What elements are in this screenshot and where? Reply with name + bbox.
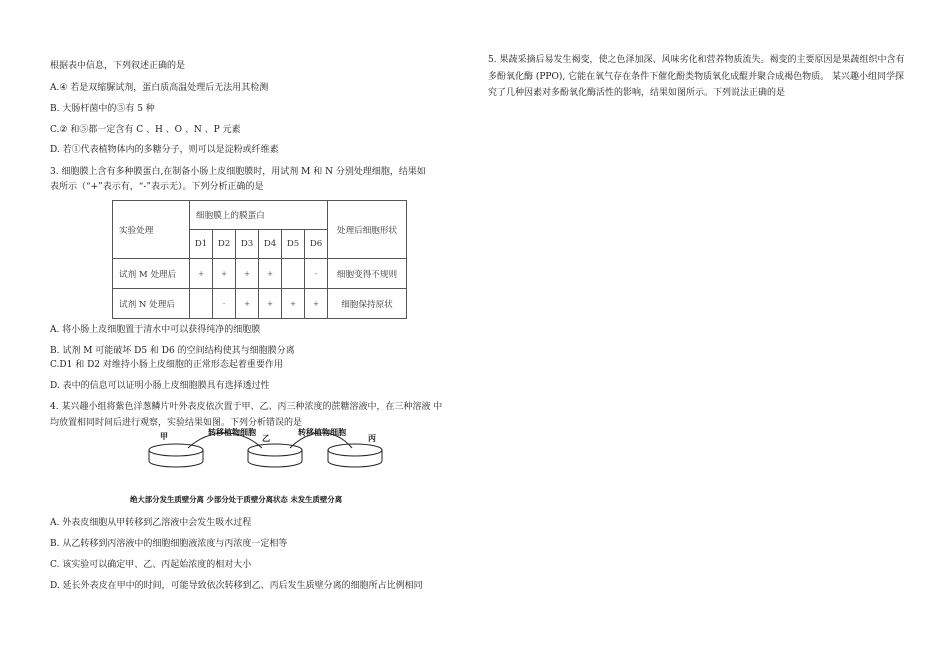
label-bing: 丙 <box>368 434 376 443</box>
label-yi: 乙 <box>262 434 270 443</box>
q4-option-a: A. 外表皮细胞从甲转移到乙溶液中会发生吸水过程 <box>50 518 252 528</box>
protein-mark: - <box>213 289 236 319</box>
protein-mark: + <box>282 289 305 319</box>
protein-mark: + <box>259 259 282 289</box>
row-label: 试剂 M 处理后 <box>113 259 190 289</box>
protein-mark: + <box>213 259 236 289</box>
table-row <box>113 259 407 289</box>
row-shape: 细胞保持原状 <box>328 289 407 319</box>
q2-stem-line: 根据表中信息，下列叙述正确的是 <box>50 61 186 71</box>
table-row <box>113 289 407 319</box>
protein-mark <box>282 259 305 289</box>
q3-option-b: B. 试剂 M 可能破坏 D5 和 D6 的空间结构使其与细胞膜分离 <box>50 346 295 356</box>
q5-stem: 5. 果蔬采摘后易发生褐变，使之色泽加深、风味劣化和营养物质流失。褐变的主要原因是果蔬组织中含有多酚氧化酶 (PPO), 它能在氧气存在条件下催化酚类物质氧化成醌并聚合成褐色物质。 某兴趣小组同学探究了几种因素对多酚氧化酶活性的影响，结果如图所示。下列说法正确的是 <box>488 55 905 98</box>
protein-mark <box>190 289 213 319</box>
q3-stem-line-2: 表所示（“+”表示有，“-”表示无）。下列分析正确的是 <box>50 182 264 192</box>
table-header-proteins: 细胞膜上的膜蛋白 <box>190 201 328 230</box>
q4-stem-line-2: 均放置相同时间后进行观察，实验结果如图。下列分析错误的是 <box>50 418 303 428</box>
protein-mark: + <box>259 289 282 319</box>
protein-header: D4 <box>259 230 282 259</box>
q2-option-b: B. 大肠杆菌中的⑤有 5 种 <box>50 104 155 114</box>
protein-mark: + <box>236 259 259 289</box>
protein-header: D3 <box>236 230 259 259</box>
right-column <box>488 52 906 102</box>
figure-caption: 绝大部分发生质壁分离 少部分处于质壁分离状态 未发生质壁分离 <box>130 495 343 504</box>
q4-option-b: B. 从乙转移到丙溶液中的细胞细胞液浓度与丙浓度一定相等 <box>50 539 288 549</box>
protein-header: D6 <box>305 230 328 259</box>
protein-header: D1 <box>190 230 213 259</box>
row-shape: 细胞变得不规则 <box>328 259 407 289</box>
label-transfer-2: 转移植物细胞 <box>298 428 346 437</box>
table-header-shape: 处理后细胞形状 <box>328 201 407 259</box>
q2-option-d: D. 若①代表植物体内的多糖分子，则可以是淀粉或纤维素 <box>50 145 279 155</box>
q4-option-c: C. 该实验可以确定甲、乙、丙起始浓度的相对大小 <box>50 560 252 570</box>
protein-header: D2 <box>213 230 236 259</box>
protein-mark: + <box>305 289 328 319</box>
q4-stem-line-1: 4. 某兴趣小组将紫色洋葱鳞片叶外表皮依次置于甲、乙、丙三种浓度的蔗糖溶液中，在三种溶液 中 <box>50 402 443 412</box>
protein-header: D5 <box>282 230 305 259</box>
q2-option-a: A.④ 若是双缩脲试剂，蛋白质高温处理后无法用其检测 <box>50 83 269 93</box>
protein-mark: + <box>190 259 213 289</box>
plasmolysis-figure <box>130 430 400 510</box>
q4-option-d: D. 延长外表皮在甲中的时间，可能导致依次转移到乙、丙后发生质壁分离的细胞所占比例相同 <box>50 581 423 591</box>
table-header-treatment: 实验处理 <box>113 201 190 259</box>
q3-option-c: C.D1 和 D2 对维持小肠上皮细胞的正常形态起着重要作用 <box>50 360 283 370</box>
label-transfer-1: 转移植物细胞 <box>208 428 256 437</box>
row-label: 试剂 N 处理后 <box>113 289 190 319</box>
q3-option-d: D. 表中的信息可以证明小肠上皮细胞膜具有选择透过性 <box>50 381 270 391</box>
protein-mark: + <box>236 289 259 319</box>
q2-option-c: C.② 和⑤都一定含有 C 、H 、O 、N 、P 元素 <box>50 125 241 135</box>
q3-stem-line-1: 3. 细胞膜上含有多种膜蛋白,在制备小肠上皮细胞膜时，用试剂 M 和 N 分别处理细胞，结果如 <box>50 167 426 177</box>
label-jia: 甲 <box>160 432 168 441</box>
q3-option-a: A. 将小肠上皮细胞置于清水中可以获得纯净的细胞膜 <box>50 325 261 335</box>
membrane-protein-table <box>112 200 407 319</box>
protein-mark: - <box>305 259 328 289</box>
